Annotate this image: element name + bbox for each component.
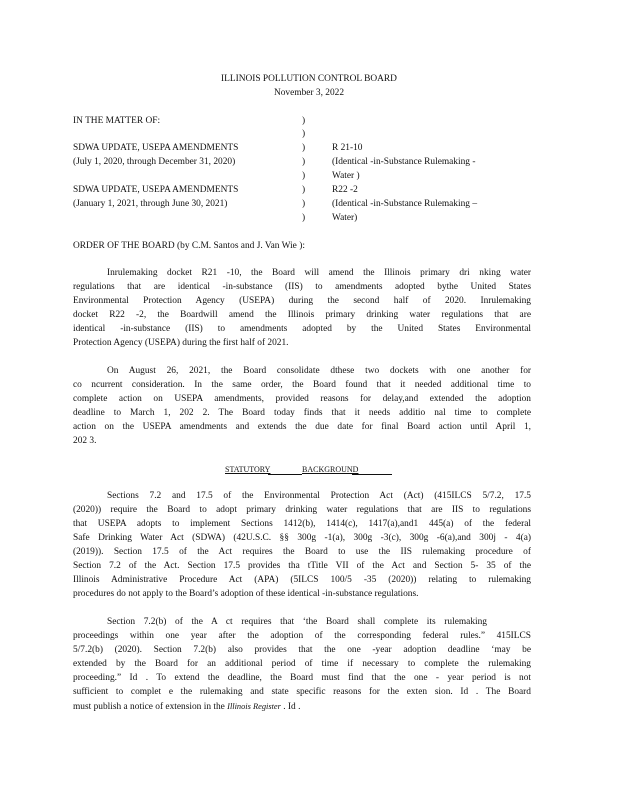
para4-last-prefix: must publish a notice of extension in the bbox=[73, 702, 225, 712]
para3-line: Safe Drinking Water Act (SDWA) (42U.S.C. §§ 300g -1(a), 300g -3(c), 300g -6(a),and 300j - 4(a) bbox=[73, 533, 531, 543]
para1-line: Inrulemaking docket R21 -10, the Board will amend the Illinois primary dri nking water bbox=[107, 268, 531, 278]
para4-line: proceeding.” Id . To extend the deadline, the Board must find that the one - year period is not bbox=[73, 673, 531, 683]
case1-type-cont: Water ) bbox=[332, 171, 360, 181]
para2-line: deadline to March 1, 202 2. The Board today finds that it needs additio nal time to complete bbox=[73, 408, 531, 418]
order-date: November 3, 2022 bbox=[273, 88, 345, 98]
board-name: ILLINOIS POLLUTION CONTROL BOARD bbox=[221, 74, 397, 84]
caption-bracket: ) bbox=[302, 171, 306, 181]
para4-line: 5/7.2(b) (2020). Section 7.2(b) also provides that the one -year adoption deadline ‘may be bbox=[73, 645, 531, 655]
para4-line: sufficient to complet e the rulemaking and state specific reasons for the exten sion. Id . The Board bbox=[73, 687, 531, 697]
in-the-matter-of: IN THE MATTER OF: bbox=[73, 116, 161, 126]
caption-bracket: ) bbox=[302, 185, 306, 195]
case1-type: (Identical -in-Substance Rulemaking - bbox=[332, 157, 476, 167]
para2-line: 202 3. bbox=[73, 436, 97, 446]
illinois-register-citation: Illinois Register bbox=[227, 702, 281, 711]
para1-line: identical -in-substance (IIS) to amendments adopted by the United States Environmental bbox=[73, 324, 531, 334]
caption-bracket: ) bbox=[302, 116, 306, 126]
para3-line: Illinois Administrative Procedure Act (APA) (5ILCS 100/5 -35 (2020)) relating to rulemaking bbox=[73, 575, 531, 585]
caption-bracket: ) bbox=[302, 157, 306, 167]
para3-line: (2020)) require the Board to adopt primary drinking water regulations that are IIS to regulations bbox=[73, 505, 531, 515]
section-heading-background: BACKGROUND bbox=[302, 465, 359, 474]
section-heading-rule bbox=[268, 474, 302, 475]
para1-line: Protection Agency (USEPA) during the first half of 2021. bbox=[73, 338, 289, 348]
para2-line: co ncurrent consideration. In the same order, the Board found that it needed additional time to bbox=[73, 380, 531, 390]
para2-line: complete action on USEPA amendments, provided reasons for delay,and extended the adoption bbox=[73, 394, 531, 404]
para3-line: Sections 7.2 and 17.5 of the Environmental Protection Act (Act) (415ILCS 5/7.2, 17.5 bbox=[107, 491, 531, 501]
caption-bracket: ) bbox=[302, 143, 306, 153]
case2-type: (Identical -in-Substance Rulemaking – bbox=[332, 199, 478, 209]
case1-docket: R 21-10 bbox=[332, 143, 363, 153]
case2-docket: R22 -2 bbox=[332, 185, 358, 195]
para3-line: Section 7.2 of the Act. Section 17.5 provides tha tTitle VII of the Act and Section 5- 35 of the bbox=[73, 561, 531, 571]
para1-line: regulations that are identical -in-substance (IIS) to amendments adopted bythe United States bbox=[73, 282, 531, 292]
caption-bracket: ) bbox=[302, 199, 306, 209]
caption-bracket: ) bbox=[302, 213, 306, 223]
case2-range: (January 1, 2021, through June 30, 2021) bbox=[73, 199, 228, 209]
para2-line: On August 26, 2021, the Board consolidate dthese two dockets with one another for bbox=[107, 366, 531, 376]
case1-title: SDWA UPDATE, USEPA AMENDMENTS bbox=[73, 143, 239, 153]
para4-line: extended by the Board for an additional period of time if necessary to complete the rulemaking bbox=[73, 659, 531, 669]
para3-line: that USEPA adopts to implement Sections 1412(b), 1414(c), 1417(a),and1 445(a) of the federal bbox=[73, 519, 531, 529]
section-heading-rule bbox=[352, 474, 392, 475]
case2-type-cont: Water) bbox=[332, 213, 358, 223]
para2-line: action on the USEPA amendments and extends the due date for final Board action until April 1, bbox=[73, 422, 531, 432]
order-line: ORDER OF THE BOARD (by C.M. Santos and J. Van Wie ): bbox=[73, 241, 305, 251]
case1-range: (July 1, 2020, through December 31, 2020) bbox=[73, 157, 236, 167]
para3-line: procedures do not apply to the Board’s adoption of these identical -in-substance regulations. bbox=[73, 589, 419, 599]
section-heading-statutory: STATUTORY bbox=[225, 465, 271, 474]
para4-line: Section 7.2(b) of the A ct requires that ‘the Board shall complete its rulemaking bbox=[107, 617, 487, 627]
caption-bracket: ) bbox=[302, 129, 306, 139]
para1-line: Environmental Protection Agency (USEPA) during the second half of 2020. Inrulemaking bbox=[73, 296, 531, 306]
para4-last-line bbox=[73, 701, 300, 713]
para3-line: (2019)). Section 17.5 of the Act requires the Board to use the IIS rulemaking procedure of bbox=[73, 547, 531, 557]
para4-line: proceedings within one year after the adoption of the corresponding federal rules.” 415ILCS bbox=[73, 631, 531, 641]
para4-last-suffix: . Id . bbox=[283, 702, 301, 712]
para1-line: docket R22 -2, the Boardwill amend the Illinois primary drinking water regulations that are bbox=[73, 310, 531, 320]
case2-title: SDWA UPDATE, USEPA AMENDMENTS bbox=[73, 185, 239, 195]
